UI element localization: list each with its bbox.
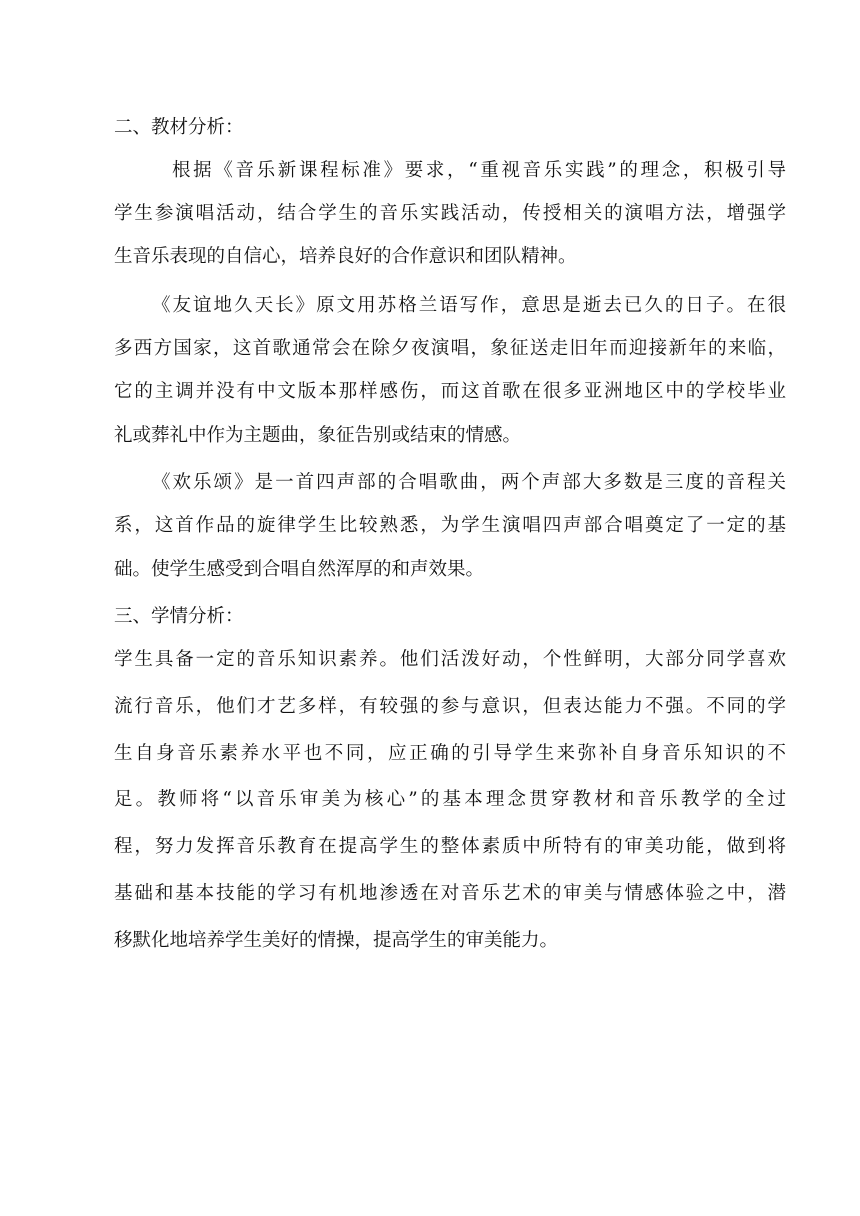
paragraph-line: 基础和基本技能的学习有机地渗透在对音乐艺术的审美与情感体验之中，潜 [114,883,786,904]
paragraph-line: 础。使学生感受到合唱自然浑厚的和声效果。 [114,559,485,580]
paragraph-line: 它的主调并没有中文版本那样感伤，而这首歌在很多亚洲地区中的学校毕业 [114,381,786,402]
paragraph-line: 礼或葬礼中作为主题曲，象征告别或结束的情感。 [114,425,522,446]
paragraph-line: 足。教师将“以音乐审美为核心”的基本理念贯穿教材和音乐教学的全过 [114,789,786,810]
section-heading-textbook-analysis: 二、教材分析： [114,117,244,138]
paragraph-line: 程，努力发挥音乐教育在提高学生的整体素质中所特有的审美功能，做到将 [114,836,786,857]
paragraph-line: 《友谊地久天长》原文用苏格兰语写作，意思是逝去已久的日子。在很 [152,295,786,316]
paragraph-line: 《欢乐颂》是一首四声部的合唱歌曲，两个声部大多数是三度的音程关 [152,472,786,493]
paragraph-line: 生音乐表现的自信心，培养良好的合作意识和团队精神。 [114,246,577,267]
paragraph-line: 生自身音乐素养水平也不同，应正确的引导学生来弥补自身音乐知识的不 [114,743,786,764]
paragraph-line: 根据《音乐新课程标准》要求，“重视音乐实践”的理念，积极引导 [172,160,786,181]
paragraph-line: 系，这首作品的旋律学生比较熟悉，为学生演唱四声部合唱奠定了一定的基 [114,515,786,536]
paragraph-line: 学生参演唱活动，结合学生的音乐实践活动，传授相关的演唱方法，增强学 [114,203,786,224]
paragraph-line: 多西方国家，这首歌通常会在除夕夜演唱，象征送走旧年而迎接新年的来临， [114,338,786,359]
paragraph-line: 流行音乐，他们才艺多样，有较强的参与意识，但表达能力不强。不同的学 [114,696,786,717]
paragraph-line: 学生具备一定的音乐知识素养。他们活泼好动，个性鲜明，大部分同学喜欢 [114,649,786,670]
paragraph-line: 移默化地培养学生美好的情操，提高学生的审美能力。 [114,930,559,951]
section-heading-student-analysis: 三、学情分析： [114,606,244,627]
